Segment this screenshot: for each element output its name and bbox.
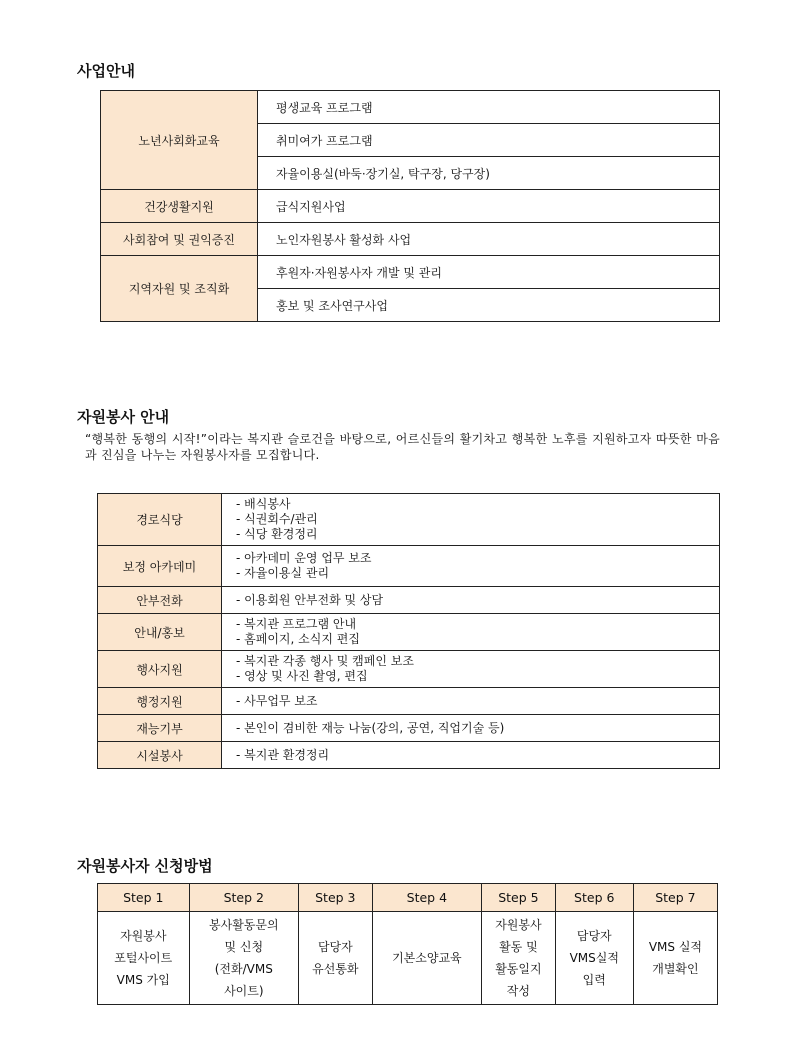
step-desc <box>633 912 717 1005</box>
step-desc <box>189 912 299 1005</box>
area-cell: 안부전화 <box>98 587 222 614</box>
step-line: VMS실적 <box>569 951 619 965</box>
step-line: 자원봉사 <box>120 929 167 943</box>
table-row <box>98 715 720 742</box>
category-cell: 건강생활지원 <box>101 190 258 223</box>
step-line: 담당자 <box>576 929 612 943</box>
duty-line: - 복지관 환경정리 <box>236 747 330 762</box>
step-desc <box>299 912 373 1005</box>
duty-line: - 사무업무 보조 <box>236 693 318 708</box>
step-line: 작성 <box>506 984 530 998</box>
duty-cell <box>222 715 720 742</box>
table-row <box>98 587 720 614</box>
duty-cell <box>222 546 720 587</box>
area-cell: 안내/홍보 <box>98 614 222 651</box>
step-desc <box>555 912 633 1005</box>
area-cell: 재능기부 <box>98 715 222 742</box>
business-table <box>100 90 720 322</box>
duty-line: - 영상 및 사진 촬영, 편집 <box>236 669 368 683</box>
program-cell: 급식지원사업 <box>258 190 720 223</box>
duty-line: - 아카데미 운영 업무 보조 <box>236 551 372 565</box>
program-cell: 자율이용실(바둑·장기실, 탁구장, 당구장) <box>258 157 720 190</box>
step-label: Step 2 <box>189 884 299 912</box>
step-desc <box>482 912 556 1005</box>
step-line: 사이트) <box>224 984 264 998</box>
duty-line: - 본인이 겸비한 재능 나눔(강의, 공연, 직업기술 등) <box>236 720 505 735</box>
volunteer-table <box>97 493 720 769</box>
table-row <box>98 688 720 715</box>
step-line: VMS 실적 <box>648 940 703 954</box>
program-cell: 취미여가 프로그램 <box>258 124 720 157</box>
table-row <box>101 91 720 124</box>
step-label: Step 3 <box>299 884 373 912</box>
table-row <box>98 546 720 587</box>
table-row <box>98 742 720 769</box>
program-cell: 후원자·자원봉사자 개발 및 관리 <box>258 256 720 289</box>
duty-line: - 홈페이지, 소식지 편집 <box>236 632 360 646</box>
step-line: 포털사이트 <box>114 951 173 965</box>
step-line: 입력 <box>582 973 606 987</box>
step-line: (전화/VMS <box>214 962 273 976</box>
step-desc <box>98 912 190 1005</box>
duty-line: - 식권회수/관리 <box>236 512 318 526</box>
area-cell: 시설봉사 <box>98 742 222 769</box>
area-cell: 행사지원 <box>98 651 222 688</box>
step-line: 활동 및 <box>499 940 538 954</box>
duty-line: - 배식봉사 <box>236 497 291 511</box>
program-cell: 노인자원봉사 활성화 사업 <box>258 223 720 256</box>
program-cell: 홍보 및 조사연구사업 <box>258 289 720 322</box>
step-line: 자원봉사 <box>495 918 542 932</box>
step-label: Step 7 <box>633 884 717 912</box>
step-label: Step 6 <box>555 884 633 912</box>
program-cell: 평생교육 프로그램 <box>258 91 720 124</box>
step-header-row <box>98 884 718 912</box>
duty-cell <box>222 688 720 715</box>
duty-line: - 복지관 프로그램 안내 <box>236 617 357 631</box>
volunteer-title: 자원봉사 안내 <box>77 408 170 426</box>
duty-cell <box>222 587 720 614</box>
step-label: Step 1 <box>98 884 190 912</box>
duty-line: - 이용회원 안부전화 및 상담 <box>236 592 384 607</box>
area-cell: 보정 아카데미 <box>98 546 222 587</box>
table-row <box>98 614 720 651</box>
step-desc <box>372 912 482 1005</box>
step-line: 봉사활동문의 <box>209 918 279 932</box>
apply-title: 자원봉사자 신청방법 <box>77 857 213 875</box>
table-row <box>98 651 720 688</box>
duty-cell <box>222 651 720 688</box>
step-line: 담당자 <box>317 940 353 954</box>
duty-line: - 복지관 각종 행사 및 캠페인 보조 <box>236 654 414 668</box>
step-line: 및 신청 <box>224 940 264 954</box>
category-cell: 사회참여 및 권익증진 <box>101 223 258 256</box>
apply-steps-table <box>97 883 718 1005</box>
step-body-row <box>98 912 718 1005</box>
duty-cell <box>222 494 720 546</box>
duty-line: - 자율이용실 관리 <box>236 566 330 580</box>
table-row <box>98 494 720 546</box>
step-line: 유선통화 <box>312 962 359 976</box>
step-line: VMS 가입 <box>116 973 170 987</box>
table-row <box>101 256 720 289</box>
category-cell: 지역자원 및 조직화 <box>101 256 258 322</box>
step-line: 기본소양교육 <box>392 951 462 965</box>
step-label: Step 4 <box>372 884 482 912</box>
duty-line: - 식당 환경정리 <box>236 527 318 541</box>
step-line: 활동일지 <box>495 962 542 976</box>
table-row <box>101 223 720 256</box>
step-label: Step 5 <box>482 884 556 912</box>
duty-cell <box>222 742 720 769</box>
area-cell: 행정지원 <box>98 688 222 715</box>
volunteer-intro: “행복한 동행의 시작!”이라는 복지관 슬로건을 바탕으로, 어르신들의 활기차고 행복한 노후를 지원하고자 따뜻한 마음과 진심을 나누는 자원봉사자를 모집합니다. <box>85 432 720 462</box>
business-title: 사업안내 <box>77 62 135 80</box>
duty-cell <box>222 614 720 651</box>
area-cell: 경로식당 <box>98 494 222 546</box>
category-cell: 노년사회화교육 <box>101 91 258 190</box>
table-row <box>101 190 720 223</box>
step-line: 개별확인 <box>652 962 699 976</box>
